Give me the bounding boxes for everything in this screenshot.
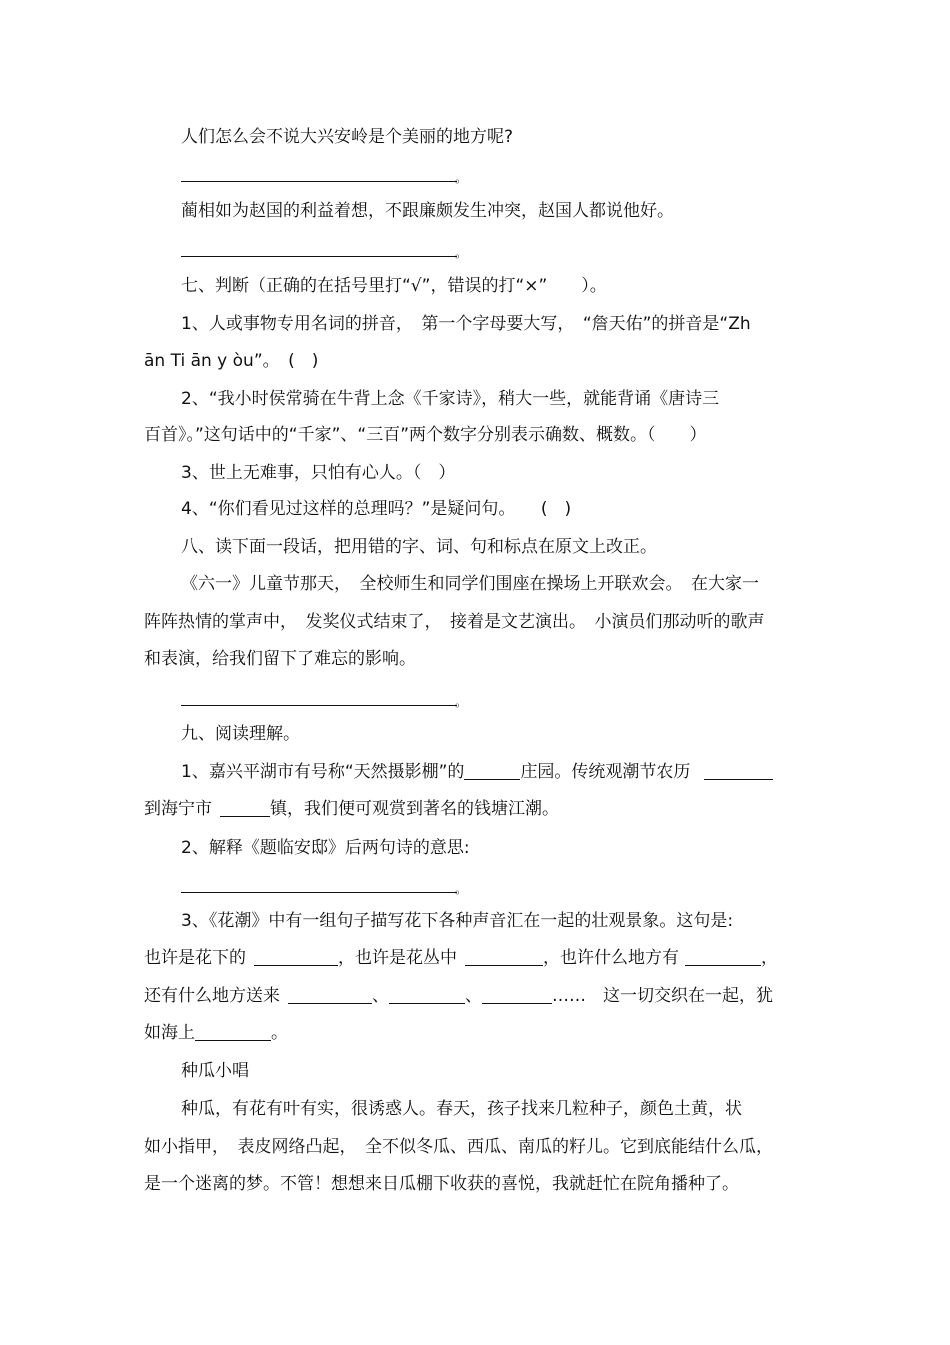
answer-blank[interactable]: 。 [181,874,467,896]
fill-blank[interactable] [220,800,270,817]
correction-paragraph-line-3: 和表演，给我们留下了难忘的影响。 [144,649,416,669]
judge-item-1-line-2: ān Ti ān y òu”。 ( ) [144,351,319,371]
correction-paragraph-line-1: 《六一》儿童节那天， 全校师生和同学们围座在操场上开联欢会。 在大家一 [181,574,759,594]
reading-question-1-line-1: 1、嘉兴平湖市有号称“天然摄影棚”的 庄园。传统观潮节农历 [181,761,773,783]
reading-question-3-line-1: 3、《花潮》中有一组句子描写花下各种声音汇在一起的壮观景象。这句是: [181,911,734,931]
reading-question-3-line-3: 还有什么地方送来 、 、 …… 这一切交织在一起，犹 [144,986,773,1006]
story-paragraph-line-1: 种瓜，有花有叶有实，很诱惑人。春天，孩子找来几粒种子，颜色土黄，状 [181,1099,742,1119]
reading-question-1-line-2: 到海宁市 镇，我们便可观赏到著名的钱塘江潮。 [144,799,559,819]
fill-blank[interactable] [704,763,773,780]
reading-question-2: 2、解释《题临安邸》后两句诗的意思: [181,838,470,858]
judge-item-4: 4、“你们看见过这样的总理吗？”是疑问句。 ( ) [181,499,572,519]
fill-blank[interactable] [254,949,338,966]
fill-blank[interactable] [685,949,761,966]
judge-item-1-line-1: 1、人或事物专用名词的拼音， 第一个字母要大写， “詹天佑”的拼音是“Zh [181,314,751,334]
judge-item-2-line-1: 2、“我小时侯常骑在牛背上念《千家诗》，稍大一些，就能背诵《唐诗三 [181,389,720,409]
section-8-title: 八、读下面一段话，把用错的字、词、句和标点在原文上改正。 [181,537,657,557]
reading-question-3-line-2: 也许是花下的 ，也许是花丛中 ，也许什么地方有 ， [144,948,778,968]
story-paragraph-line-3: 是一个迷离的梦。不管！想想来日瓜棚下收获的喜悦，我就赶忙在院角播种了。 [144,1174,739,1194]
correction-paragraph-line-2: 阵阵热情的掌声中， 发奖仪式结束了， 接着是文艺演出。 小演员们那动听的歌声 [144,612,765,632]
fill-blank[interactable] [389,987,465,1004]
section-9-title: 九、阅读理解。 [181,724,300,744]
fill-blank[interactable] [465,949,543,966]
fill-blank[interactable] [464,763,520,780]
story-title: 种瓜小唱 [181,1061,249,1081]
fill-blank[interactable] [195,1024,271,1041]
story-paragraph-line-2: 如小指甲， 表皮网络凸起， 全不似冬瓜、西瓜、南瓜的籽儿。它到底能结什么瓜， [144,1137,773,1157]
fill-blank[interactable] [482,987,552,1004]
rewrite-question-2: 蔺相如为赵国的利益着想，不跟廉颇发生冲突，赵国人都说他好。 [181,201,674,221]
judge-item-3: 3、世上无难事，只怕有心人。（ ） [181,463,456,483]
section-7-title: 七、判断（正确的在括号里打“√”，错误的打“×” ）。 [181,276,607,296]
judge-item-2-line-2: 百首》。”这句话中的“千家”、“三百”两个数字分别表示确数、概数。（ ） [144,425,707,445]
fill-blank[interactable] [288,987,372,1004]
answer-blank[interactable]: 。 [181,238,467,260]
rewrite-question-1: 人们怎么会不说大兴安岭是个美丽的地方呢? [181,127,514,147]
answer-blank[interactable]: 。 [181,687,467,709]
reading-question-3-line-4: 如海上 。 [144,1023,288,1043]
answer-blank[interactable]: 。 [181,163,467,185]
